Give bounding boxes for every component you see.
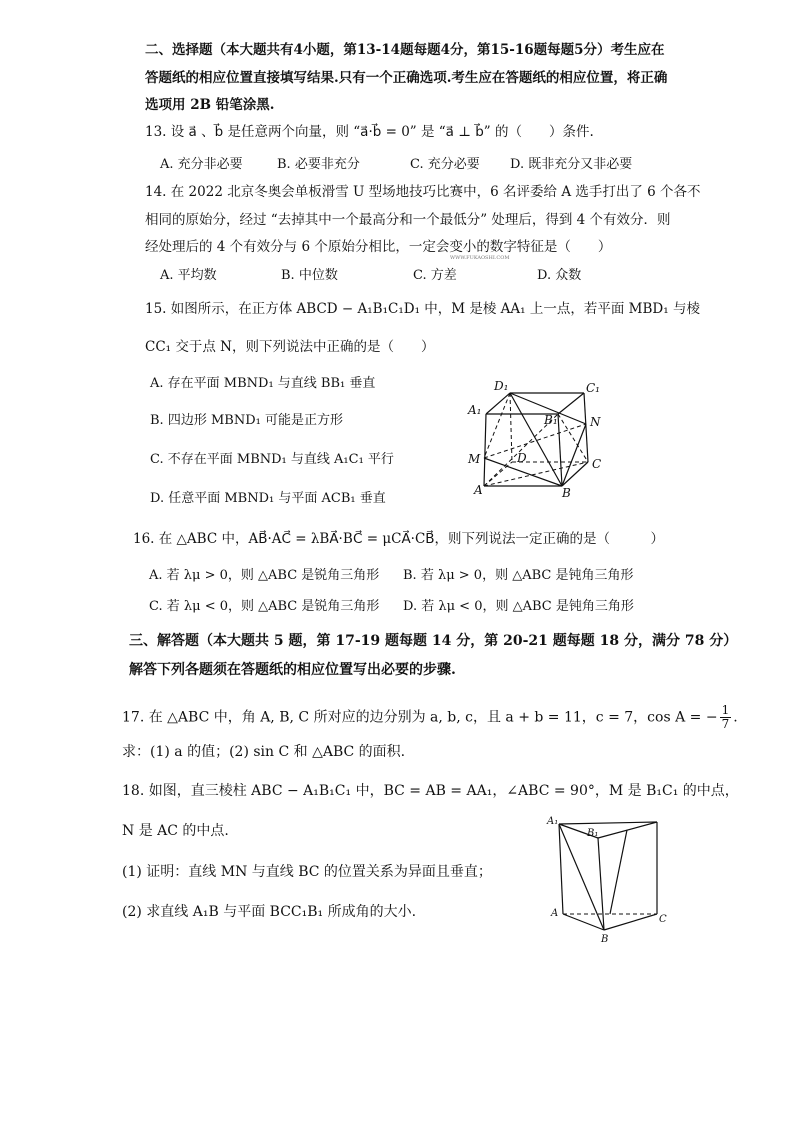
label-c: C — [659, 914, 667, 925]
q16-stem: 16. 在 △ABC 中，AB⃗·AC⃗ = λBA⃗·BC⃗ = μCA⃗·CB⃗，则下列说法一定正确的是（ ） — [133, 531, 665, 547]
edge-b-c — [604, 914, 657, 930]
watermark-text: WWW.FUKAOSHI.COM — [450, 255, 510, 261]
hidden-line-a-c — [484, 462, 588, 486]
section-3-header-line-2: 解答下列各题须在答题纸的相应位置写出必要的步骤. — [129, 662, 456, 678]
q14-option-d: D. 众数 — [537, 268, 582, 283]
q14-option-b: B. 中位数 — [281, 268, 338, 283]
label-c: C — [592, 457, 602, 471]
q17-stem-text: 17. 在 △ABC 中，角 A, B, C 所对应的边分别为 a, b, c，且 a + b = 11，c = 7，cos A = − — [122, 709, 718, 726]
line-m-n — [610, 830, 627, 914]
q14-stem-line-1: 14. 在 2022 北京冬奥会单板滑雪 U 型场地技巧比赛中，6 名评委给 A 选手打出了 6 个各不 — [145, 184, 701, 200]
cube-figure — [462, 376, 612, 501]
q14-stem-line-3: 经处理后的 4 个有效分与 6 个原始分相比，一定会变小的数字特征是（ ） — [145, 239, 612, 255]
label-b1: B₁ — [544, 413, 558, 427]
label-a: A — [474, 483, 483, 497]
q18-part-2: (2) 求直线 A₁B 与平面 BCC₁B₁ 所成角的大小. — [122, 904, 417, 920]
edge-a1-a — [559, 824, 563, 914]
edge-b1-b — [558, 414, 562, 486]
q16-option-b: B. 若 λμ > 0，则 △ABC 是钝角三角形 — [403, 568, 634, 583]
q15-option-d: D. 任意平面 MBND₁ 与平面 ACB₁ 垂直 — [150, 491, 386, 506]
q15-stem-line-1: 15. 如图所示，在正方体 ABCD − A₁B₁C₁D₁ 中，M 是棱 AA₁ 上一点，若平面 MBD₁ 与棱 — [145, 301, 700, 317]
q13-option-b: B. 必要非充分 — [277, 157, 360, 172]
hidden-line-d1-m — [484, 393, 510, 458]
label-n: N — [590, 415, 601, 429]
q13-option-a: A. 充分非必要 — [160, 157, 243, 172]
label-d: D — [517, 451, 527, 465]
prism-figure — [545, 814, 670, 949]
edge-a-a1 — [484, 414, 486, 486]
edge-b1-c1 — [558, 393, 584, 414]
q16-option-c: C. 若 λμ < 0，则 △ABC 是锐角三角形 — [149, 599, 380, 614]
q18-stem-line-1: 18. 如图，直三棱柱 ABC − A₁B₁C₁ 中，BC = AB = AA₁，∠ABC = 90°，M 是 B₁C₁ 的中点， — [122, 783, 739, 799]
q14-stem-line-2: 相同的原始分，经过 “去掉其中一个最高分和一个最低分” 处理后，得到 4 个有效分．则 — [145, 212, 671, 228]
q14-option-a: A. 平均数 — [160, 268, 217, 283]
q17-stem-line-2: 求：(1) a 的值；(2) sin C 和 △ABC 的面积. — [122, 744, 406, 760]
edge-b1-b — [598, 838, 604, 930]
edge-a1-c1 — [559, 822, 657, 824]
q17-fraction-denominator: 7 — [721, 717, 730, 731]
q17-fraction-numerator: 1 — [721, 703, 730, 717]
label-b: B — [601, 934, 609, 945]
hidden-edge-d1-d — [510, 393, 512, 462]
label-a1: A₁ — [468, 403, 482, 417]
q15-option-b: B. 四边形 MBND₁ 可能是正方形 — [150, 413, 343, 428]
line-n-b — [562, 424, 586, 486]
label-a1: A₁ — [547, 816, 559, 827]
q16-option-d: D. 若 λμ < 0，则 △ABC 是钝角三角形 — [403, 599, 634, 614]
hidden-line-m-n — [484, 424, 586, 458]
q18-part-1: (1) 证明：直线 MN 与直线 BC 的位置关系为异面且垂直； — [122, 864, 492, 880]
section-2-header-line-1: 二、选择题（本大题共有4小题，第13-14题每题4分，第15-16题每题5分）考生应在 — [145, 42, 665, 58]
q15-option-c: C. 不存在平面 MBND₁ 与直线 A₁C₁ 平行 — [150, 452, 394, 467]
q17-stem-line-1 — [122, 704, 738, 731]
section-2-header-line-3: 选项用 2B 铅笔涂黑. — [145, 97, 275, 113]
q16-option-a: A. 若 λμ > 0，则 △ABC 是锐角三角形 — [149, 568, 380, 583]
q15-stem-line-2: CC₁ 交于点 N，则下列说法中正确的是（ ） — [145, 339, 435, 355]
label-d1: D₁ — [494, 379, 509, 393]
label-b1: B₁ — [587, 828, 599, 839]
q15-option-a: A. 存在平面 MBND₁ 与直线 BB₁ 垂直 — [150, 376, 376, 391]
label-a: A — [551, 908, 559, 919]
q17-cos-fraction — [720, 704, 732, 731]
q18-stem-line-2: N 是 AC 的中点. — [122, 823, 229, 839]
q17-stem-end: . — [733, 709, 738, 726]
q13-stem: 13. 设 a⃗ 、b⃗ 是任意两个向量，则 “a⃗·b⃗ = 0” 是 “a⃗ ⊥ b⃗” 的（ ）条件. — [145, 124, 594, 140]
q14-option-c: C. 方差 — [413, 268, 457, 283]
label-b: B — [562, 486, 571, 500]
hidden-line-b1-c — [558, 414, 588, 462]
edge-b-c — [562, 462, 588, 486]
section-2-header-line-2: 答题纸的相应位置直接填写结果.只有一个正确选项.考生应在答题纸的相应位置，将正确 — [145, 70, 668, 86]
q13-option-d: D. 既非充分又非必要 — [510, 157, 633, 172]
label-m: M — [468, 452, 481, 466]
edge-b1-c1 — [598, 822, 657, 838]
label-c1: C₁ — [586, 381, 600, 395]
section-3-header-line-1: 三、解答题（本大题共 5 题，第 17-19 题每题 14 分，第 20-21 题每题 18 分，满分 78 分） — [129, 633, 738, 649]
edge-a1-d1 — [486, 393, 510, 414]
line-d1-b — [510, 393, 562, 486]
q13-option-c: C. 充分必要 — [410, 157, 480, 172]
